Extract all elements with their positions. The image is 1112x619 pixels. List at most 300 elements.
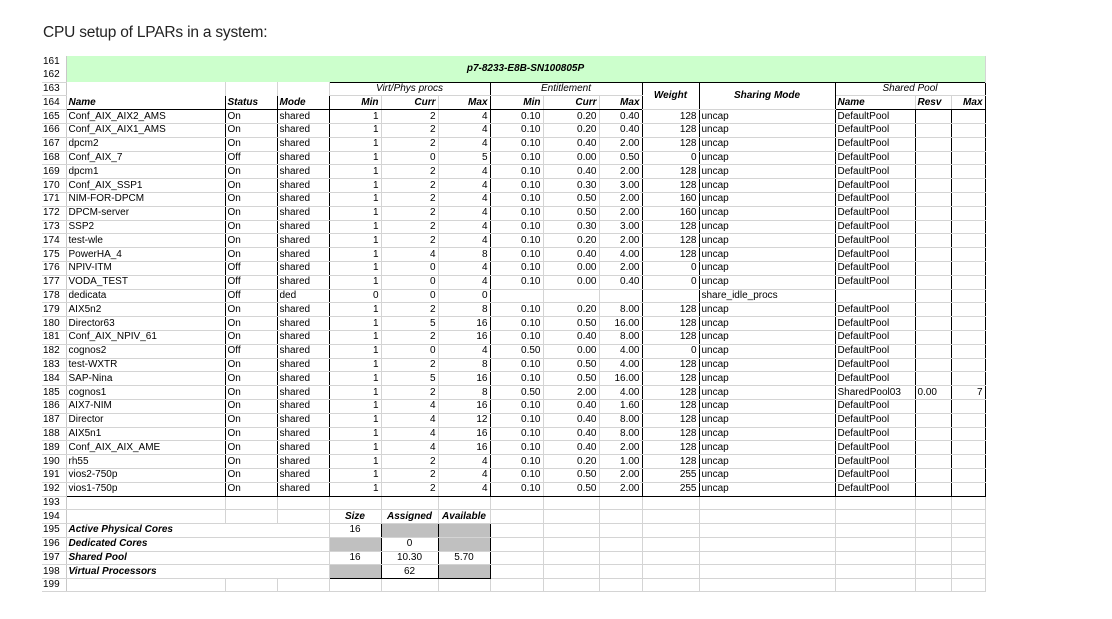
empty-cell[interactable]: [66, 510, 225, 524]
empty-cell[interactable]: [951, 496, 985, 510]
ent-min-cell[interactable]: 0.10: [490, 455, 543, 469]
pool-name-cell[interactable]: DefaultPool: [835, 192, 915, 206]
virt-max-cell[interactable]: 4: [438, 455, 490, 469]
summary-size-header[interactable]: Size: [329, 510, 381, 524]
sharing-mode-cell[interactable]: uncap: [699, 220, 835, 234]
virt-max-cell[interactable]: 4: [438, 206, 490, 220]
summary-label[interactable]: Active Physical Cores: [66, 524, 225, 538]
empty-cell[interactable]: [835, 565, 915, 579]
empty-cell[interactable]: [225, 496, 277, 510]
ent-max-cell[interactable]: 4.00: [599, 248, 642, 262]
row-number[interactable]: 171: [42, 192, 66, 206]
ent-curr-cell[interactable]: 0.00: [543, 344, 599, 358]
pool-max-cell[interactable]: 7: [951, 386, 985, 400]
row-number[interactable]: 197: [42, 551, 66, 565]
pool-max-cell[interactable]: [951, 137, 985, 151]
virt-min-cell[interactable]: 1: [329, 413, 381, 427]
virt-max-cell[interactable]: 8: [438, 303, 490, 317]
ent-max-cell[interactable]: 3.00: [599, 179, 642, 193]
empty-cell[interactable]: [381, 579, 438, 592]
virt-curr-cell[interactable]: 4: [381, 441, 438, 455]
pool-max-cell[interactable]: [951, 399, 985, 413]
virt-max-cell[interactable]: 4: [438, 234, 490, 248]
empty-cell[interactable]: [381, 496, 438, 510]
virt-min-cell[interactable]: 1: [329, 427, 381, 441]
virt-max-cell[interactable]: 16: [438, 317, 490, 331]
row-number[interactable]: 182: [42, 344, 66, 358]
pool-name-cell[interactable]: DefaultPool: [835, 248, 915, 262]
lpar-name-cell[interactable]: Conf_AIX_AIX2_AMS: [66, 110, 225, 124]
pool-name-cell[interactable]: [835, 289, 915, 303]
row-number[interactable]: 174: [42, 234, 66, 248]
sharing-mode-cell[interactable]: uncap: [699, 330, 835, 344]
virt-max-cell[interactable]: 4: [438, 179, 490, 193]
pool-max-cell[interactable]: [951, 110, 985, 124]
pool-max-cell[interactable]: [951, 358, 985, 372]
row-number[interactable]: 169: [42, 165, 66, 179]
ent-max-cell[interactable]: 1.00: [599, 455, 642, 469]
ent-curr-cell[interactable]: 0.20: [543, 123, 599, 137]
empty-cell[interactable]: [835, 551, 915, 565]
sharing-mode-cell[interactable]: uncap: [699, 386, 835, 400]
weight-cell[interactable]: 160: [642, 206, 699, 220]
virt-max-cell[interactable]: 4: [438, 165, 490, 179]
sharing-mode-cell[interactable]: uncap: [699, 151, 835, 165]
empty-cell[interactable]: [277, 510, 329, 524]
lpar-name-cell[interactable]: SAP-Nina: [66, 372, 225, 386]
sharing-mode-cell[interactable]: uncap: [699, 192, 835, 206]
weight-cell[interactable]: 128: [642, 330, 699, 344]
lpar-status-cell[interactable]: On: [225, 192, 277, 206]
pool-resv-cell[interactable]: [915, 372, 951, 386]
virt-curr-cell[interactable]: 2: [381, 358, 438, 372]
empty-cell[interactable]: [277, 565, 329, 579]
row-number[interactable]: 167: [42, 137, 66, 151]
lpar-status-cell[interactable]: On: [225, 303, 277, 317]
ent-curr-cell[interactable]: 0.20: [543, 234, 599, 248]
virt-max-cell[interactable]: 4: [438, 482, 490, 496]
lpar-status-cell[interactable]: On: [225, 220, 277, 234]
ent-min-cell[interactable]: 0.10: [490, 399, 543, 413]
empty-cell[interactable]: [490, 496, 543, 510]
sharing-mode-cell[interactable]: share_idle_procs: [699, 289, 835, 303]
weight-cell[interactable]: 128: [642, 358, 699, 372]
summary-available-cell[interactable]: [438, 524, 490, 538]
lpar-mode-cell[interactable]: shared: [277, 261, 329, 275]
lpar-mode-cell[interactable]: shared: [277, 482, 329, 496]
empty-cell[interactable]: [642, 537, 699, 551]
summary-assigned-cell[interactable]: 62: [381, 565, 438, 579]
empty-cell[interactable]: [915, 537, 951, 551]
row-number[interactable]: 180: [42, 317, 66, 331]
pool-name-cell[interactable]: DefaultPool: [835, 427, 915, 441]
virt-min-cell[interactable]: 1: [329, 468, 381, 482]
virt-curr-cell[interactable]: 0: [381, 261, 438, 275]
lpar-status-cell[interactable]: On: [225, 455, 277, 469]
empty-cell[interactable]: [642, 496, 699, 510]
empty-cell[interactable]: [66, 579, 225, 592]
weight-cell[interactable]: 128: [642, 413, 699, 427]
pool-name-cell[interactable]: DefaultPool: [835, 220, 915, 234]
pool-name-cell[interactable]: SharedPool03: [835, 386, 915, 400]
lpar-name-cell[interactable]: vios2-750p: [66, 468, 225, 482]
weight-cell[interactable]: 255: [642, 468, 699, 482]
pool-resv-cell[interactable]: [915, 123, 951, 137]
pool-name-cell[interactable]: DefaultPool: [835, 413, 915, 427]
lpar-name-cell[interactable]: Conf_AIX_AIX1_AMS: [66, 123, 225, 137]
ent-curr-cell[interactable]: 0.50: [543, 482, 599, 496]
lpar-name-cell[interactable]: Conf_AIX_7: [66, 151, 225, 165]
pool-name-cell[interactable]: DefaultPool: [835, 303, 915, 317]
header-sharing-mode[interactable]: Sharing Mode: [699, 82, 835, 110]
ent-max-cell[interactable]: 0.50: [599, 151, 642, 165]
virt-max-cell[interactable]: 16: [438, 441, 490, 455]
empty-cell[interactable]: [599, 524, 642, 538]
lpar-status-cell[interactable]: Off: [225, 261, 277, 275]
empty-cell[interactable]: [835, 579, 915, 592]
row-number[interactable]: 165: [42, 110, 66, 124]
empty-cell[interactable]: [915, 496, 951, 510]
empty-cell[interactable]: [438, 579, 490, 592]
empty-cell[interactable]: [915, 565, 951, 579]
sharing-mode-cell[interactable]: uncap: [699, 372, 835, 386]
empty-cell[interactable]: [225, 537, 277, 551]
ent-min-cell[interactable]: 0.10: [490, 330, 543, 344]
ent-min-cell[interactable]: 0.10: [490, 317, 543, 331]
empty-cell[interactable]: [225, 551, 277, 565]
lpar-name-cell[interactable]: dedicata: [66, 289, 225, 303]
empty-cell[interactable]: [642, 579, 699, 592]
summary-assigned-header[interactable]: Assigned: [381, 510, 438, 524]
pool-max-cell[interactable]: [951, 468, 985, 482]
virt-min-cell[interactable]: 1: [329, 482, 381, 496]
ent-curr-cell[interactable]: 0.50: [543, 372, 599, 386]
pool-max-cell[interactable]: [951, 151, 985, 165]
sharing-mode-cell[interactable]: uncap: [699, 261, 835, 275]
virt-max-cell[interactable]: 8: [438, 386, 490, 400]
lpar-mode-cell[interactable]: shared: [277, 344, 329, 358]
virt-min-cell[interactable]: 1: [329, 179, 381, 193]
ent-min-cell[interactable]: [490, 289, 543, 303]
empty-cell[interactable]: [951, 551, 985, 565]
sharing-mode-cell[interactable]: uncap: [699, 110, 835, 124]
lpar-name-cell[interactable]: NIM-FOR-DPCM: [66, 192, 225, 206]
ent-max-cell[interactable]: 4.00: [599, 344, 642, 358]
pool-max-cell[interactable]: [951, 427, 985, 441]
lpar-mode-cell[interactable]: shared: [277, 330, 329, 344]
weight-cell[interactable]: 0: [642, 261, 699, 275]
pool-resv-cell[interactable]: [915, 455, 951, 469]
ent-max-cell[interactable]: 2.00: [599, 137, 642, 151]
lpar-name-cell[interactable]: cognos2: [66, 344, 225, 358]
sharing-mode-cell[interactable]: uncap: [699, 234, 835, 248]
lpar-mode-cell[interactable]: shared: [277, 192, 329, 206]
virt-curr-cell[interactable]: 2: [381, 455, 438, 469]
ent-min-cell[interactable]: 0.10: [490, 220, 543, 234]
lpar-mode-cell[interactable]: shared: [277, 427, 329, 441]
virt-curr-cell[interactable]: 2: [381, 330, 438, 344]
ent-max-cell[interactable]: 2.00: [599, 192, 642, 206]
ent-min-cell[interactable]: 0.10: [490, 358, 543, 372]
empty-cell[interactable]: [599, 579, 642, 592]
ent-min-cell[interactable]: 0.10: [490, 206, 543, 220]
virt-min-cell[interactable]: 1: [329, 192, 381, 206]
header-status[interactable]: Status: [225, 96, 277, 110]
row-number[interactable]: 192: [42, 482, 66, 496]
ent-curr-cell[interactable]: 0.40: [543, 413, 599, 427]
pool-resv-cell[interactable]: [915, 358, 951, 372]
empty-cell[interactable]: [277, 524, 329, 538]
lpar-status-cell[interactable]: Off: [225, 289, 277, 303]
pool-name-cell[interactable]: DefaultPool: [835, 317, 915, 331]
ent-curr-cell[interactable]: 0.00: [543, 261, 599, 275]
empty-cell[interactable]: [329, 579, 381, 592]
lpar-status-cell[interactable]: On: [225, 441, 277, 455]
pool-resv-cell[interactable]: [915, 220, 951, 234]
virt-min-cell[interactable]: 1: [329, 330, 381, 344]
summary-size-cell[interactable]: 16: [329, 551, 381, 565]
weight-cell[interactable]: 160: [642, 192, 699, 206]
virt-min-cell[interactable]: 1: [329, 234, 381, 248]
pool-resv-cell[interactable]: [915, 234, 951, 248]
pool-max-cell[interactable]: [951, 344, 985, 358]
weight-cell[interactable]: 0: [642, 275, 699, 289]
lpar-status-cell[interactable]: On: [225, 427, 277, 441]
pool-resv-cell[interactable]: [915, 427, 951, 441]
virt-curr-cell[interactable]: 0: [381, 289, 438, 303]
pool-resv-cell[interactable]: [915, 344, 951, 358]
empty-cell[interactable]: [225, 579, 277, 592]
empty-cell[interactable]: [915, 510, 951, 524]
virt-max-cell[interactable]: 4: [438, 137, 490, 151]
empty-cell[interactable]: [543, 537, 599, 551]
empty-cell[interactable]: [490, 524, 543, 538]
pool-name-cell[interactable]: DefaultPool: [835, 344, 915, 358]
lpar-name-cell[interactable]: rh55: [66, 455, 225, 469]
empty-cell[interactable]: [277, 579, 329, 592]
pool-name-cell[interactable]: DefaultPool: [835, 330, 915, 344]
header-ent-max[interactable]: Max: [599, 96, 642, 110]
pool-name-cell[interactable]: DefaultPool: [835, 110, 915, 124]
virt-max-cell[interactable]: 8: [438, 358, 490, 372]
header-virt-min[interactable]: Min: [329, 96, 381, 110]
row-number[interactable]: 198: [42, 565, 66, 579]
virt-curr-cell[interactable]: 2: [381, 482, 438, 496]
virt-max-cell[interactable]: 8: [438, 248, 490, 262]
lpar-status-cell[interactable]: On: [225, 482, 277, 496]
virt-curr-cell[interactable]: 4: [381, 399, 438, 413]
empty-cell[interactable]: [490, 565, 543, 579]
sharing-mode-cell[interactable]: uncap: [699, 248, 835, 262]
ent-max-cell[interactable]: 8.00: [599, 330, 642, 344]
lpar-status-cell[interactable]: On: [225, 330, 277, 344]
lpar-status-cell[interactable]: On: [225, 123, 277, 137]
row-number[interactable]: 168: [42, 151, 66, 165]
sharing-mode-cell[interactable]: uncap: [699, 137, 835, 151]
lpar-name-cell[interactable]: dpcm1: [66, 165, 225, 179]
ent-curr-cell[interactable]: 0.40: [543, 248, 599, 262]
ent-min-cell[interactable]: 0.10: [490, 482, 543, 496]
empty-cell[interactable]: [543, 565, 599, 579]
pool-max-cell[interactable]: [951, 372, 985, 386]
empty-cell[interactable]: [642, 551, 699, 565]
virt-max-cell[interactable]: 16: [438, 399, 490, 413]
lpar-name-cell[interactable]: NPIV-ITM: [66, 261, 225, 275]
pool-resv-cell[interactable]: [915, 110, 951, 124]
row-number[interactable]: 164: [42, 96, 66, 110]
virt-max-cell[interactable]: 16: [438, 372, 490, 386]
empty-cell[interactable]: [835, 537, 915, 551]
empty-cell[interactable]: [599, 537, 642, 551]
empty-cell[interactable]: [543, 510, 599, 524]
row-number[interactable]: 193: [42, 496, 66, 510]
lpar-status-cell[interactable]: On: [225, 358, 277, 372]
pool-name-cell[interactable]: DefaultPool: [835, 399, 915, 413]
lpar-name-cell[interactable]: test-wle: [66, 234, 225, 248]
empty-cell[interactable]: [490, 579, 543, 592]
pool-max-cell[interactable]: [951, 206, 985, 220]
lpar-mode-cell[interactable]: shared: [277, 303, 329, 317]
lpar-name-cell[interactable]: VODA_TEST: [66, 275, 225, 289]
pool-name-cell[interactable]: DefaultPool: [835, 441, 915, 455]
ent-curr-cell[interactable]: 0.20: [543, 455, 599, 469]
lpar-name-cell[interactable]: Conf_AIX_SSP1: [66, 179, 225, 193]
virt-min-cell[interactable]: 1: [329, 399, 381, 413]
empty-cell[interactable]: [835, 510, 915, 524]
lpar-name-cell[interactable]: PowerHA_4: [66, 248, 225, 262]
header-virt-max[interactable]: Max: [438, 96, 490, 110]
empty-cell[interactable]: [951, 579, 985, 592]
lpar-name-cell[interactable]: AIX5n2: [66, 303, 225, 317]
pool-resv-cell[interactable]: [915, 330, 951, 344]
pool-resv-cell[interactable]: [915, 248, 951, 262]
header-entitlement[interactable]: Entitlement: [490, 82, 642, 96]
ent-min-cell[interactable]: 0.10: [490, 165, 543, 179]
pool-name-cell[interactable]: DefaultPool: [835, 455, 915, 469]
sharing-mode-cell[interactable]: uncap: [699, 413, 835, 427]
ent-curr-cell[interactable]: 0.20: [543, 110, 599, 124]
pool-max-cell[interactable]: [951, 261, 985, 275]
weight-cell[interactable]: 128: [642, 110, 699, 124]
pool-resv-cell[interactable]: [915, 151, 951, 165]
pool-resv-cell[interactable]: [915, 137, 951, 151]
row-number[interactable]: 179: [42, 303, 66, 317]
ent-curr-cell[interactable]: 0.20: [543, 303, 599, 317]
pool-name-cell[interactable]: DefaultPool: [835, 206, 915, 220]
pool-max-cell[interactable]: [951, 123, 985, 137]
ent-min-cell[interactable]: 0.10: [490, 441, 543, 455]
header-ent-min[interactable]: Min: [490, 96, 543, 110]
pool-max-cell[interactable]: [951, 303, 985, 317]
pool-max-cell[interactable]: [951, 317, 985, 331]
row-number[interactable]: 163: [42, 82, 66, 96]
virt-curr-cell[interactable]: 4: [381, 427, 438, 441]
virt-max-cell[interactable]: 16: [438, 330, 490, 344]
sharing-mode-cell[interactable]: uncap: [699, 275, 835, 289]
weight-cell[interactable]: 128: [642, 399, 699, 413]
pool-max-cell[interactable]: [951, 192, 985, 206]
pool-name-cell[interactable]: DefaultPool: [835, 261, 915, 275]
virt-min-cell[interactable]: 1: [329, 137, 381, 151]
sharing-mode-cell[interactable]: uncap: [699, 317, 835, 331]
ent-curr-cell[interactable]: 0.00: [543, 151, 599, 165]
sharing-mode-cell[interactable]: uncap: [699, 303, 835, 317]
row-number[interactable]: 189: [42, 441, 66, 455]
lpar-status-cell[interactable]: On: [225, 110, 277, 124]
empty-cell[interactable]: [490, 551, 543, 565]
lpar-mode-cell[interactable]: shared: [277, 123, 329, 137]
pool-max-cell[interactable]: [951, 179, 985, 193]
ent-max-cell[interactable]: 0.40: [599, 110, 642, 124]
row-number[interactable]: 170: [42, 179, 66, 193]
empty-cell[interactable]: [543, 551, 599, 565]
row-number[interactable]: 173: [42, 220, 66, 234]
sharing-mode-cell[interactable]: uncap: [699, 455, 835, 469]
empty-cell[interactable]: [599, 565, 642, 579]
lpar-mode-cell[interactable]: shared: [277, 151, 329, 165]
pool-name-cell[interactable]: DefaultPool: [835, 123, 915, 137]
virt-min-cell[interactable]: 1: [329, 441, 381, 455]
virt-curr-cell[interactable]: 2: [381, 137, 438, 151]
header-pool-name[interactable]: Name: [835, 96, 915, 110]
pool-max-cell[interactable]: [951, 220, 985, 234]
empty-cell[interactable]: [490, 510, 543, 524]
empty-cell[interactable]: [699, 510, 835, 524]
virt-max-cell[interactable]: 16: [438, 427, 490, 441]
ent-curr-cell[interactable]: 0.40: [543, 330, 599, 344]
weight-cell[interactable]: 128: [642, 427, 699, 441]
sharing-mode-cell[interactable]: uncap: [699, 441, 835, 455]
ent-max-cell[interactable]: 2.00: [599, 165, 642, 179]
empty-cell[interactable]: [699, 551, 835, 565]
empty-cell[interactable]: [543, 524, 599, 538]
pool-resv-cell[interactable]: 0.00: [915, 386, 951, 400]
empty-cell[interactable]: [915, 579, 951, 592]
virt-min-cell[interactable]: 1: [329, 261, 381, 275]
ent-curr-cell[interactable]: 0.40: [543, 399, 599, 413]
pool-resv-cell[interactable]: [915, 468, 951, 482]
lpar-name-cell[interactable]: AIX7-NIM: [66, 399, 225, 413]
ent-min-cell[interactable]: 0.10: [490, 248, 543, 262]
lpar-name-cell[interactable]: Conf_AIX_NPIV_61: [66, 330, 225, 344]
virt-curr-cell[interactable]: 2: [381, 179, 438, 193]
virt-min-cell[interactable]: 1: [329, 372, 381, 386]
virt-min-cell[interactable]: 1: [329, 317, 381, 331]
ent-curr-cell[interactable]: 0.50: [543, 206, 599, 220]
ent-min-cell[interactable]: 0.10: [490, 413, 543, 427]
weight-cell[interactable]: 128: [642, 123, 699, 137]
empty-cell[interactable]: [951, 524, 985, 538]
lpar-name-cell[interactable]: AIX5n1: [66, 427, 225, 441]
lpar-mode-cell[interactable]: shared: [277, 468, 329, 482]
pool-name-cell[interactable]: DefaultPool: [835, 151, 915, 165]
ent-curr-cell[interactable]: 0.50: [543, 358, 599, 372]
summary-label[interactable]: Dedicated Cores: [66, 537, 225, 551]
pool-resv-cell[interactable]: [915, 289, 951, 303]
sharing-mode-cell[interactable]: uncap: [699, 358, 835, 372]
weight-cell[interactable]: 128: [642, 455, 699, 469]
lpar-mode-cell[interactable]: shared: [277, 206, 329, 220]
ent-max-cell[interactable]: 8.00: [599, 413, 642, 427]
row-number[interactable]: 186: [42, 399, 66, 413]
ent-min-cell[interactable]: 0.10: [490, 275, 543, 289]
virt-min-cell[interactable]: 1: [329, 151, 381, 165]
lpar-status-cell[interactable]: On: [225, 372, 277, 386]
virt-min-cell[interactable]: 0: [329, 289, 381, 303]
empty-cell[interactable]: [543, 579, 599, 592]
row-number[interactable]: 181: [42, 330, 66, 344]
lpar-status-cell[interactable]: On: [225, 468, 277, 482]
